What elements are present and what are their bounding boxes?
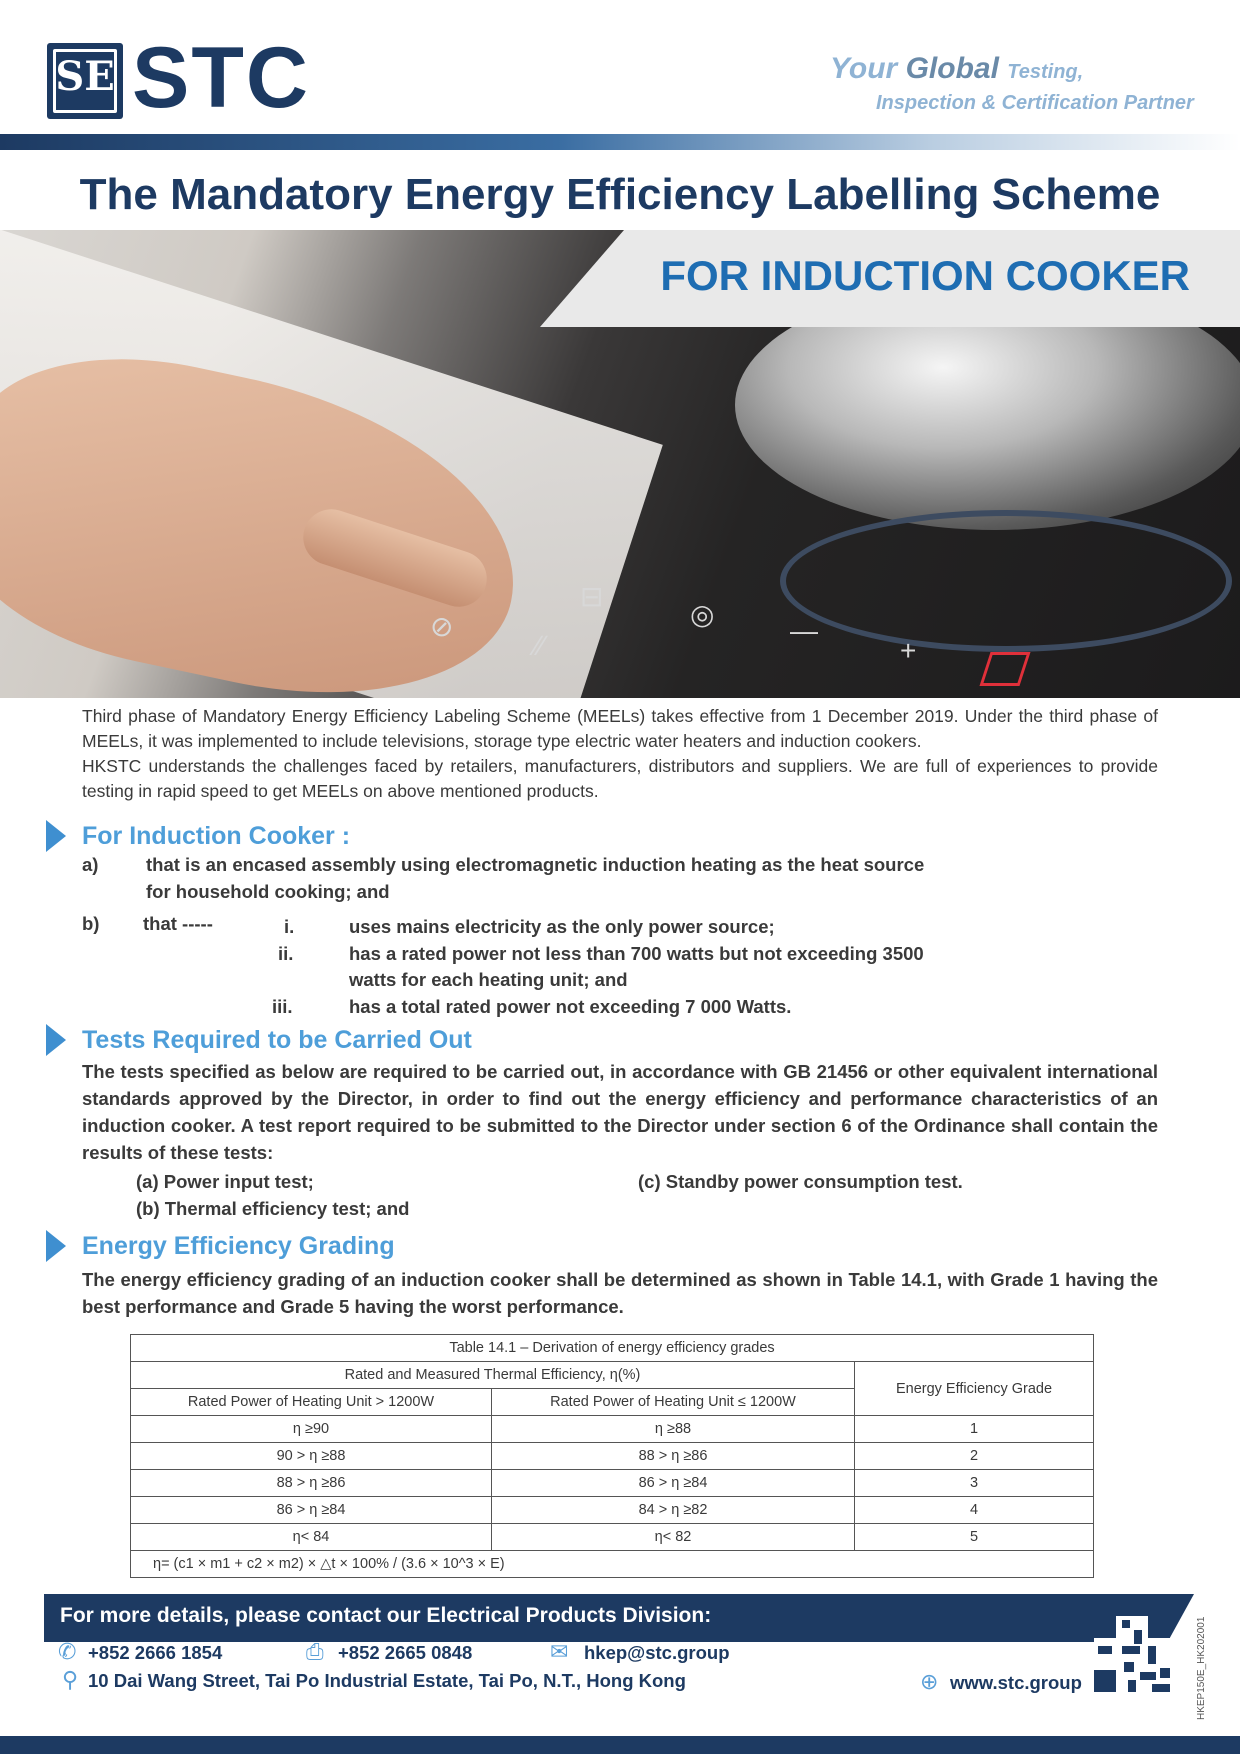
page-subtitle: FOR INDUCTION COOKER [660, 252, 1190, 299]
logo-glyph: SE [55, 53, 115, 100]
grades-table [130, 1334, 1094, 1578]
table-cell: 2 [855, 1443, 1094, 1470]
triangle-arrow-icon [46, 1230, 66, 1262]
item-i-text: uses mains electricity as the only power source; [349, 916, 775, 937]
section-title-grading: Energy Efficiency Grading [82, 1232, 395, 1260]
power-symbol-icon: ⊘ [430, 611, 454, 642]
test-b: (b) Thermal efficiency test; and [136, 1198, 410, 1219]
bottom-bar [0, 1736, 1240, 1754]
test-c: (c) Standby power consumption test. [638, 1171, 963, 1192]
table-cell: 84 > η ≥82 [492, 1497, 855, 1524]
item-b-label: b) [82, 913, 100, 934]
table-cell: η< 82 [492, 1524, 855, 1551]
lock-control-icon: ⊟ [580, 581, 604, 612]
item-iii-num: iii. [272, 996, 293, 1017]
table-group-header: Rated and Measured Thermal Efficiency, η(%) [131, 1362, 855, 1389]
table-cell: 88 > η ≥86 [131, 1470, 492, 1497]
table-cell: η< 84 [131, 1524, 492, 1551]
intro-paragraph-2: HKSTC understands the challenges faced by retailers, manufacturers, distributors and suppliers. We are full of experiences to provide testing in rapid speed to get MEELs on above mentioned products. [82, 756, 1158, 801]
table-header-over-1200: Rated Power of Heating Unit > 1200W [131, 1389, 492, 1416]
table-header-under-1200: Rated Power of Heating Unit ≤ 1200W [492, 1389, 855, 1416]
page-title: The Mandatory Energy Efficiency Labelling Scheme [79, 170, 1161, 219]
footer-fax[interactable]: +852 2665 0848 [338, 1642, 473, 1663]
fax-icon: ⎙ [306, 1639, 324, 1664]
item-iii-text: has a total rated power not exceeding 7 000 Watts. [349, 996, 792, 1017]
tagline-your: Your [830, 52, 898, 85]
item-b-text: that ----- [143, 913, 213, 934]
grading-paragraph: The energy efficiency grading of an induction cooker shall be determined as shown in Table 14.1, with Grade 1 having the best performance and Grade 5 having the worst performance. [82, 1269, 1158, 1317]
section-title-tests: Tests Required to be Carried Out [82, 1026, 472, 1054]
item-ii-line1: has a rated power not less than 700 watts but not exceeding 3500 [349, 943, 924, 964]
tests-paragraph: The tests specified as below are required to be carried out, in accordance with GB 21456 or other equivalent international standards approved by the Director, in order to find out the energy efficiency and performance characteristics of an induction cooker. A test report required to be submitted to the Director under section 6 of the Ordinance shall contain the results of these tests: [82, 1061, 1158, 1163]
header-gradient-bar [0, 134, 1240, 150]
footer-address: 10 Dai Wang Street, Tai Po Industrial Estate, Tai Po, N.T., Hong Kong [88, 1670, 686, 1691]
footer-phone[interactable]: +852 2666 1854 [88, 1642, 223, 1663]
item-ii-num: ii. [278, 943, 294, 964]
location-icon: ⚲ [62, 1667, 79, 1692]
slash-control-icon: ∕∕ [535, 630, 545, 661]
table-cell: 86 > η ≥84 [492, 1470, 855, 1497]
table-cell: 88 > η ≥86 [492, 1443, 855, 1470]
table-formula: η= (c1 × m1 + c2 × m2) × △t × 100% / (3.6 × 10^3 × E) [131, 1551, 1094, 1578]
phone-icon: ✆ [58, 1639, 77, 1664]
burner-ring [780, 510, 1232, 652]
ring-control-icon: ◎ [690, 599, 715, 630]
footer-email[interactable]: hkep@stc.group [584, 1642, 730, 1663]
plus-control-icon: + [900, 635, 917, 666]
item-a-line2: for household cooking; and [146, 881, 390, 902]
section-title-induction-cooker: For Induction Cooker : [82, 822, 351, 850]
item-i-num: i. [284, 916, 295, 937]
table-cell: 1 [855, 1416, 1094, 1443]
table-caption: Table 14.1 – Derivation of energy efficiency grades [131, 1335, 1094, 1362]
table-row [131, 1497, 1094, 1524]
document-code: HKEP150E_HK202001 [1196, 1616, 1207, 1720]
table-row [131, 1443, 1094, 1470]
table-row [131, 1416, 1094, 1443]
table-row [131, 1524, 1094, 1551]
tagline-global: Global [905, 52, 999, 85]
item-a-line1: that is an encased assembly using electromagnetic induction heating as the heat source [146, 854, 925, 875]
triangle-arrow-icon [46, 820, 66, 852]
table-cell: η ≥90 [131, 1416, 492, 1443]
footer-banner-text: For more details, please contact our Electrical Products Division: [60, 1604, 712, 1627]
table-cell: 86 > η ≥84 [131, 1497, 492, 1524]
stc-logo-mark [47, 43, 123, 119]
triangle-arrow-icon [46, 1024, 66, 1056]
table-cell: 90 > η ≥88 [131, 1443, 492, 1470]
item-a-label: a) [82, 854, 99, 875]
intro-paragraph-1: Third phase of Mandatory Energy Efficiency Labeling Scheme (MEELs) takes effective from 1 December 2019. Under the third phase of MEELs, it was implemented to include televisions, storage type electric water heaters and induction cookers. [82, 706, 1158, 751]
table-header-grade: Energy Efficiency Grade [855, 1362, 1094, 1416]
tagline-testing: Testing, [1007, 61, 1084, 83]
table-cell: 4 [855, 1497, 1094, 1524]
tagline-line1 [830, 52, 1083, 86]
item-ii-line2: watts for each heating unit; and [349, 969, 628, 990]
email-icon: ✉ [550, 1639, 569, 1664]
table-cell: 3 [855, 1470, 1094, 1497]
table-cell: 5 [855, 1524, 1094, 1551]
globe-icon: ⊕ [920, 1669, 939, 1694]
test-a: (a) Power input test; [136, 1171, 314, 1192]
stc-logo-text: STC [132, 30, 310, 126]
qr-code[interactable] [1094, 1616, 1170, 1692]
table-cell: η ≥88 [492, 1416, 855, 1443]
table-row [131, 1470, 1094, 1497]
footer-website[interactable]: www.stc.group [950, 1672, 1082, 1693]
tagline-line2: Inspection & Certification Partner [876, 92, 1194, 114]
minus-control-icon: — [790, 615, 818, 646]
